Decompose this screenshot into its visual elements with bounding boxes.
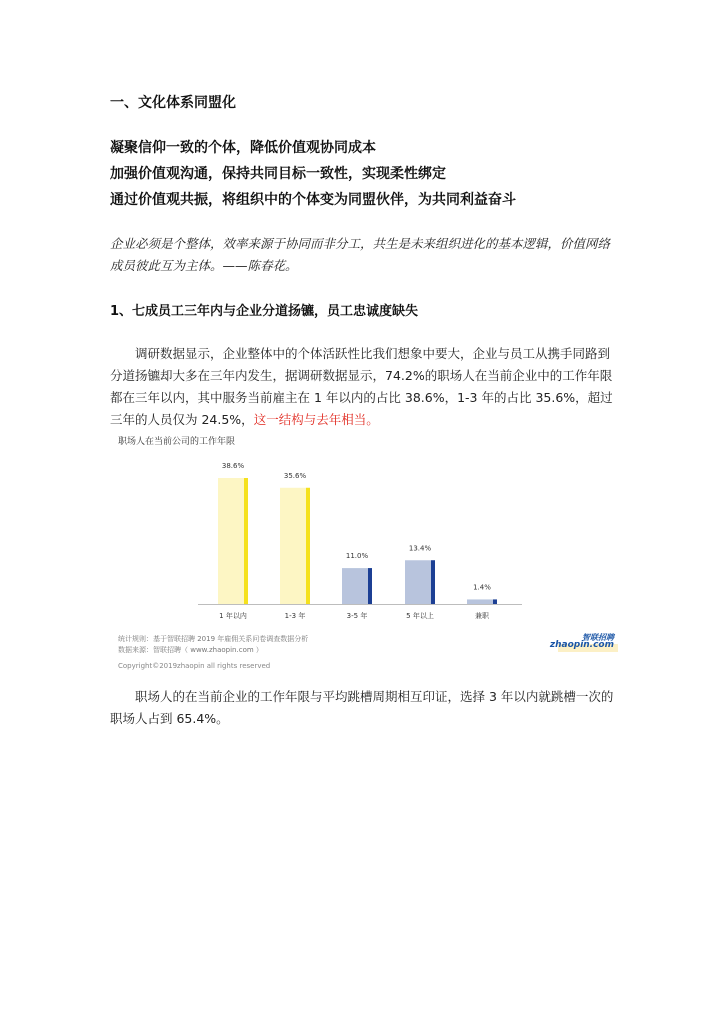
paragraph-1 (110, 343, 618, 431)
subheading: 1、七成员工三年内与企业分道扬镳，员工忠诚度缺失 (110, 304, 419, 319)
data-label-5: 1.4% (473, 583, 491, 592)
logo-english-text: zhaopin.com (549, 640, 614, 650)
chart-title: 职场人在当前公司的工作年限 (118, 437, 236, 447)
bar-edge-4 (431, 560, 435, 604)
data-label-4: 13.4% (408, 544, 432, 553)
category-label-4: 5 年以上 (406, 612, 434, 620)
tenure-bar-chart (118, 434, 622, 672)
section-title: 一、文化体系同盟化 (110, 95, 236, 111)
chart-footnote-source: 数据来源：智联招聘（ www.zhaopin.com ） (118, 646, 263, 654)
category-label-5: 兼职 (475, 612, 489, 620)
category-label-2: 1-3 年 (284, 612, 306, 620)
bold-line-2: 加强价值观沟通，保持共同目标一致性，实现柔性绑定 (110, 166, 446, 182)
category-label-1: 1 年以内 (219, 612, 247, 620)
logo-chinese-text: 智联招聘 (582, 633, 614, 642)
data-label-1: 38.6% (221, 462, 245, 470)
bold-line-3: 通过价值观共振，将组织中的个体变为同盟伙伴，为共同利益奋斗 (110, 192, 516, 208)
bar-edge-1 (244, 478, 248, 604)
bar-5 (467, 599, 497, 604)
data-label-3: 11.0% (345, 552, 369, 561)
chart-copyright: Copyright©2019zhaopin all rights reserved (118, 662, 271, 670)
category-label-3: 3-5 年 (346, 612, 368, 620)
bar-1 (218, 478, 248, 604)
bold-line-1: 凝聚信仰一致的个体，降低价值观协同成本 (110, 140, 376, 156)
chart-footnote-rule: 统计规则：基于智联招聘 2019 年雇佣关系问卷调查数据分析 (118, 635, 309, 643)
bar-4 (405, 560, 435, 604)
paragraph-2: 职场人的在当前企业的工作年限与平均跳槽周期相互印证，选择 3 年以内就跳槽一次的职场人占到 65.4%。 (110, 689, 614, 726)
quote-text: 企业必须是个整体，效率来源于协同而非分工，共生是未来组织进化的基本逻辑，价值网络成员彼此互为主体。——陈春花。 (110, 236, 611, 273)
bar-edge-2 (306, 488, 310, 604)
chart-plot (118, 434, 622, 624)
bar-edge-3 (368, 568, 372, 604)
zhaopin-logo (549, 632, 618, 652)
paragraph-1-highlight: 这一结构与去年相当。 (253, 412, 379, 427)
paragraph-1-text: 调研数据显示，企业整体中的个体活跃性比我们想象中要大，企业与员工从携手同路到分道扬镳却大多在三年内发生，据调研数据显示，74.2%的职场人在当前企业中的工作年限都在三年以内，其中服务当前雇主在 1 年以内的占比 38.6%，1-3 年的占比 35.6%，超过三年的人员仅为 24.5%， (110, 346, 613, 427)
bar-edge-5 (493, 599, 497, 604)
data-label-2: 35.6% (283, 471, 307, 480)
bar-2 (280, 488, 310, 604)
bar-3 (342, 568, 372, 604)
